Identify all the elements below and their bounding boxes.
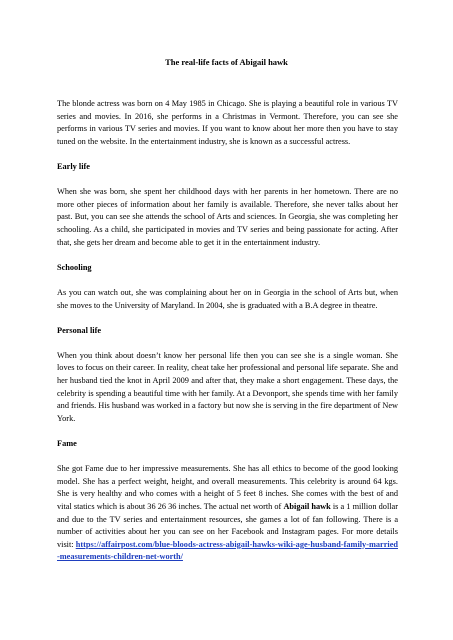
section-heading-schooling: Schooling (57, 262, 92, 272)
section-text-schooling: As you can watch out, she was complaining about her on in Georgia in the school of Arts but, when she moves to the University of Maryland. In 2004, she is graduated with a B.A degree in theatre. (57, 287, 398, 310)
details-link[interactable]: https://affairpost.com/blue-bloods-actress-abigail-hawks-wiki-age-husband-family-married-measurements-children-net-worth/ (57, 539, 398, 562)
section-heading-early-life: Early life (57, 161, 90, 171)
intro-paragraph: The blonde actress was born on 4 May 1985 in Chicago. She is playing a beautiful role in various TV series and movies. In 2016, she performs in a Christmas in Vermont. Therefore, you can see she performs in various TV series and movies. If you want to know about her more then you have to stay tuned on the website. In the entertainment industry, she is known as a successful actress. (57, 99, 398, 146)
section-text-fame (57, 463, 398, 564)
fame-bold-name: Abigail hawk (283, 502, 331, 511)
section-heading-fame: Fame (57, 439, 77, 449)
fame-text-before: She got Fame due to her impressive measurements. She has all ethics to become of the good looking model. She has a perfect weight, height, and overall measurements. This celebrity is around 64 kgs. She is very healthy and who comes with a height of 5 feet 8 inches. She comes with the best of and vital statics which is about 36 26 36 inches. The actual net worth of (57, 464, 398, 511)
fame-text-after: is a 1 million dollar and due to the TV series and entertainment resources, she games a lot of fan following. There is a number of activities about her you can see on her Facebook and Instagram pages. For more details visit: (57, 502, 399, 549)
section-text-personal-life: When you think about doesn’t know her personal life then you can see she is a single woman. She loves to focus on their career. In reality, cheat take her professional and personal life separate. She and her husband tied the knot in April 2009 and after that, they make a short engagement. These days, the celebrity is spending a beautiful time with her family. At a Devonport, she spends time with her family and friends. His husband was worked in a factory but now she is serving in the fire department of New York. (57, 350, 399, 423)
document-title: The real-life facts of Abigail hawk (165, 57, 288, 67)
section-text-early-life: When she was born, she spent her childhood days with her parents in her hometown. There are no more other pieces of information about her family is available. Therefore, she never talks about her past. But, you can see she attends the school of Arts and sciences. In Georgia, she was completing her schooling. As a child, she participated in movies and TV series and being passionate for acting. After that, she gets her dream and become able to get it in the entertainment industry. (57, 187, 398, 247)
section-heading-personal-life: Personal life (57, 325, 102, 335)
document-body (57, 98, 398, 577)
